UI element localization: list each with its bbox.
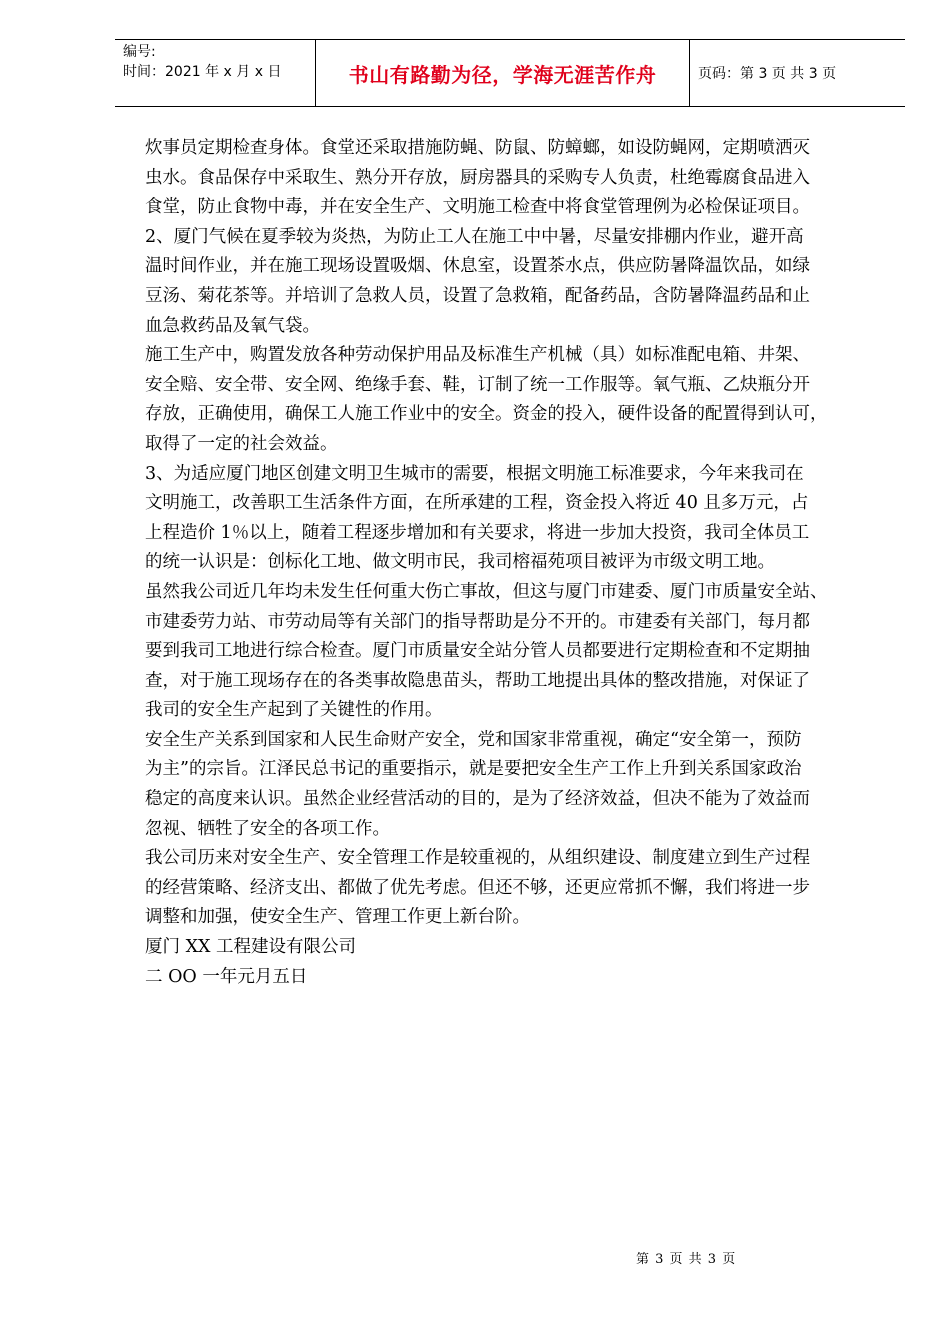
body-line: 豆汤、菊花茶等。并培训了急救人员，设置了急救箱，配备药品，含防暑降温药品和止 <box>145 285 810 306</box>
body-line: 炊事员定期检查身体。食堂还采取措施防蝇、防鼠、防蟑螂，如设防蝇网，定期喷洒灭 <box>145 138 810 158</box>
header-page-label: 页码：第 3 页 共 3 页 <box>698 66 837 82</box>
header-motto: 书山有路勤为径，学海无涯苦作舟 <box>316 40 690 106</box>
company-name: 厦门 XX 工程建设有限公司 <box>145 937 357 958</box>
body-line: 施工生产中，购置发放各种劳动保护用品及标准生产机械（具）如标准配电箱、井架、 <box>145 345 810 366</box>
body-line: 存放，正确使用，确保工人施工作业中的安全。资金的投入，硬件设备的配置得到认可， <box>145 404 828 425</box>
document-time-label: 时间：2021 年 x 月 x 日 <box>123 64 282 80</box>
body-line: 要到我司工地进行综合检查。厦门市质量安全站分管人员都要进行定期检查和不定期抽 <box>145 641 810 662</box>
body-line: 为主”的宗旨。江泽民总书记的重要指示，就是要把安全生产工作上升到关系国家政治 <box>145 759 802 780</box>
document-date: 二 OO 一年元月五日 <box>145 966 308 987</box>
body-line: 虽然我公司近几年均未发生任何重大伤亡事故，但这与厦门市建委、厦门市质量安全站、 <box>145 581 828 602</box>
body-line: 温时间作业，并在施工现场设置吸烟、休息室，设置茶水点，供应防暑降温饮品，如绿 <box>145 256 810 277</box>
document-number-label: 编号: <box>123 44 156 60</box>
body-line: 忽视、牺牲了安全的各项工作。 <box>145 818 390 839</box>
body-line: 文明施工，改善职工生活条件方面，在所承建的工程，资金投入将近 40 且多万元，占 <box>145 493 809 514</box>
body-line: 2、厦门气候在夏季较为炎热，为防止工人在施工中中暑，尽量安排棚内作业，避开高 <box>145 226 804 247</box>
body-line: 调整和加强，使安全生产、管理工作更上新台阶。 <box>145 907 530 928</box>
document-body <box>145 134 885 992</box>
body-line: 血急救药品及氧气袋。 <box>145 315 320 336</box>
body-line: 食堂，防止食物中毒，并在安全生产、文明施工检查中将食堂管理例为必检保证项目。 <box>145 197 810 218</box>
body-line: 我司的安全生产起到了关键性的作用。 <box>145 700 443 721</box>
body-line: 虫水。食品保存中采取生、熟分开存放，厨房器具的采购专人负责，杜绝霉腐食品进入 <box>145 167 810 188</box>
body-line: 3、为适应厦门地区创建文明卫生城市的需要，根据文明施工标准要求，今年来我司在 <box>145 463 804 484</box>
page-header <box>115 39 905 107</box>
header-meta <box>115 40 316 106</box>
body-line: 查，对于施工现场存在的各类事故隐患苗头，帮助工地提出具体的整改措施，对保证了 <box>145 670 810 691</box>
body-line: 安全赔、安全带、安全网、绝缘手套、鞋，订制了统一工作服等。氧气瓶、乙炔瓶分开 <box>145 374 810 395</box>
body-line: 的统一认识是：创标化工地、做文明市民，我司榕福苑项目被评为市级文明工地。 <box>145 552 775 573</box>
body-line: 我公司历来对安全生产、安全管理工作是较重视的，从组织建设、制度建立到生产过程 <box>145 848 810 869</box>
body-line: 上程造价 1％以上，随着工程逐步增加和有关要求，将进一步加大投资，我司全体员工 <box>145 522 810 543</box>
body-line: 市建委劳力站、市劳动局等有关部门的指导帮助是分不开的。市建委有关部门，每月都 <box>145 611 810 632</box>
body-line: 安全生产关系到国家和人民生命财产安全，党和国家非常重视，确定“安全第一，预防 <box>145 729 802 750</box>
body-line: 取得了一定的社会效益。 <box>145 433 338 454</box>
body-line: 的经营策略、经济支出、都做了优先考虑。但还不够，还更应常抓不懈，我们将进一步 <box>145 877 810 898</box>
page-footer: 第 3 页 共 3 页 <box>636 1252 737 1267</box>
body-line: 稳定的高度来认识。虽然企业经营活动的目的，是为了经济效益，但决不能为了效益而 <box>145 789 810 810</box>
